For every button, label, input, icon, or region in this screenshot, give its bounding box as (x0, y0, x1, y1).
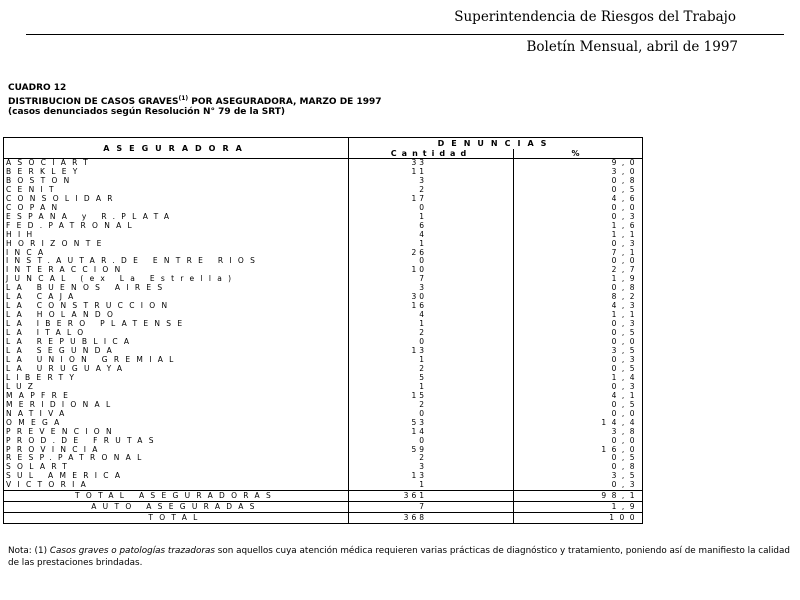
insurer-name: LA HOLANDO (4, 311, 349, 320)
header-denuncias: DENUNCIAS (349, 138, 643, 150)
insurer-name: RESP.PATRONAL (4, 454, 349, 463)
auto-aseguradas-row-label: AUTO ASEGURADAS (4, 502, 349, 513)
case-count: 3 (349, 177, 514, 186)
case-count: 4 (349, 311, 514, 320)
footnote-text: son aquellos cuya atención médica requieren varias prácticas de diagnóstico y tratamiento, poniendo así de manifiesto la calidad de las prestaciones brindadas. (8, 546, 790, 568)
case-count: 1 (349, 320, 514, 329)
case-count: 3 (349, 463, 514, 472)
insurer-name: LA IBERO PLATENSE (4, 320, 349, 329)
table-row (4, 472, 643, 481)
case-count: 15 (349, 392, 514, 401)
grand-total-row-label: TOTAL (4, 513, 349, 524)
case-percent: 2,7 (514, 266, 643, 275)
insurer-name: LA CONSTRUCCION (4, 302, 349, 311)
insurer-name: PROVINCIA (4, 446, 349, 455)
case-percent: 1,6 (514, 222, 643, 231)
footnote (8, 545, 794, 569)
insurer-name: SOLART (4, 463, 349, 472)
table-row (4, 392, 643, 401)
table-row (4, 222, 643, 231)
table-caption (8, 83, 382, 118)
case-percent: 0,0 (514, 410, 643, 419)
case-percent: 0,5 (514, 401, 643, 410)
table-row (4, 240, 643, 249)
case-percent: 4,1 (514, 392, 643, 401)
table-row (4, 365, 643, 374)
case-percent: 3,5 (514, 472, 643, 481)
insurer-name: LUZ (4, 383, 349, 392)
case-percent: 4,3 (514, 302, 643, 311)
header-aseguradora: ASEGURADORA (4, 138, 349, 159)
table-row (4, 437, 643, 446)
case-percent: 1,4 (514, 374, 643, 383)
case-percent: 0,5 (514, 329, 643, 338)
case-count: 30 (349, 293, 514, 302)
case-count: 1 (349, 383, 514, 392)
insurer-name: LA CAJA (4, 293, 349, 302)
insurer-name: SUL AMERICA (4, 472, 349, 481)
case-count: 2 (349, 329, 514, 338)
table-row (4, 213, 643, 222)
grand-total-row-percent: 100 (514, 513, 643, 524)
cuadro-subtitle: (casos denunciados según Resolución N° 79 de la SRT) (8, 107, 286, 117)
cuadro-title (8, 94, 382, 108)
table-row (4, 311, 643, 320)
case-percent: 0,5 (514, 365, 643, 374)
case-percent: 0,3 (514, 481, 643, 490)
table-row (4, 231, 643, 240)
case-percent: 0,0 (514, 437, 643, 446)
case-count: 10 (349, 266, 514, 275)
table-row (4, 284, 643, 293)
case-percent: 0,0 (514, 257, 643, 266)
table-row (4, 329, 643, 338)
insurer-name: MAPFRE (4, 392, 349, 401)
case-count: 0 (349, 257, 514, 266)
insurer-name: MERIDIONAL (4, 401, 349, 410)
case-percent: 16,0 (514, 446, 643, 455)
case-percent: 0,0 (514, 204, 643, 213)
table-row (4, 249, 643, 258)
insurer-name: ASOCIART (4, 159, 349, 168)
insurer-name: LA SEGUNDA (4, 347, 349, 356)
case-count: 11 (349, 168, 514, 177)
insurer-name: CENIT (4, 186, 349, 195)
table-row (4, 320, 643, 329)
case-percent: 8,2 (514, 293, 643, 302)
case-count: 4 (349, 231, 514, 240)
table-row (4, 446, 643, 455)
case-count: 0 (349, 204, 514, 213)
insurer-table (3, 137, 643, 524)
total-aseguradoras-row-percent: 98,1 (514, 491, 643, 502)
case-count: 2 (349, 454, 514, 463)
insurer-name: HIH (4, 231, 349, 240)
footnote-italic: Casos graves o patologías trazadoras (49, 546, 215, 556)
case-count: 17 (349, 195, 514, 204)
case-count: 1 (349, 356, 514, 365)
table-row (4, 463, 643, 472)
insurer-name: LA REPUBLICA (4, 338, 349, 347)
case-count: 26 (349, 249, 514, 258)
table-row (4, 383, 643, 392)
case-percent: 0,8 (514, 177, 643, 186)
total-aseguradoras-row (4, 491, 643, 502)
case-percent: 3,8 (514, 428, 643, 437)
table-row (4, 428, 643, 437)
auto-aseguradas-row-count: 7 (349, 502, 514, 513)
insurer-name: OMEGA (4, 419, 349, 428)
footnote-marker: (1) (178, 94, 189, 102)
case-count: 33 (349, 159, 514, 168)
table-row (4, 275, 643, 284)
insurer-name: INCA (4, 249, 349, 258)
insurer-name: PREVENCION (4, 428, 349, 437)
insurer-name: LA BUENOS AIRES (4, 284, 349, 293)
case-count: 14 (349, 428, 514, 437)
table-row (4, 204, 643, 213)
header-divider (26, 34, 784, 35)
table-row (4, 356, 643, 365)
case-percent: 1,1 (514, 311, 643, 320)
case-count: 13 (349, 472, 514, 481)
agency-title: Superintendencia de Riesgos del Trabajo (454, 9, 736, 25)
case-percent: 0,8 (514, 284, 643, 293)
case-percent: 3,5 (514, 347, 643, 356)
case-percent: 4,6 (514, 195, 643, 204)
grand-total-row-count: 368 (349, 513, 514, 524)
insurer-name: HORIZONTE (4, 240, 349, 249)
table-row (4, 419, 643, 428)
insurer-name: LA ITALO (4, 329, 349, 338)
insurer-name: FED.PATRONAL (4, 222, 349, 231)
header-cantidad: Cantidad (349, 149, 514, 159)
table-row (4, 293, 643, 302)
case-count: 1 (349, 481, 514, 490)
table-row (4, 338, 643, 347)
grand-total-row (4, 513, 643, 524)
case-percent: 9,0 (514, 159, 643, 168)
case-percent: 7,1 (514, 249, 643, 258)
table-row (4, 410, 643, 419)
case-percent: 0,3 (514, 240, 643, 249)
table-row (4, 195, 643, 204)
insurer-name: NATIVA (4, 410, 349, 419)
case-count: 2 (349, 186, 514, 195)
cuadro-number: CUADRO 12 (8, 83, 67, 93)
insurer-name: LA UNION GREMIAL (4, 356, 349, 365)
auto-aseguradas-row-percent: 1,9 (514, 502, 643, 513)
insurer-name: BOSTON (4, 177, 349, 186)
case-percent: 0,8 (514, 463, 643, 472)
case-count: 0 (349, 338, 514, 347)
total-aseguradoras-row-label: TOTAL ASEGURADORAS (4, 491, 349, 502)
footnote-prefix: Nota: (1) (8, 546, 50, 556)
table-row (4, 454, 643, 463)
table-row (4, 347, 643, 356)
case-percent: 0,5 (514, 454, 643, 463)
case-percent: 0,0 (514, 338, 643, 347)
case-count: 59 (349, 446, 514, 455)
table-row (4, 374, 643, 383)
table-row (4, 159, 643, 168)
case-percent: 0,3 (514, 320, 643, 329)
case-percent: 1,9 (514, 275, 643, 284)
header-pct: % (514, 149, 643, 159)
case-count: 1 (349, 240, 514, 249)
case-count: 0 (349, 437, 514, 446)
case-percent: 14,4 (514, 419, 643, 428)
auto-aseguradas-row (4, 502, 643, 513)
table-row (4, 186, 643, 195)
cuadro-title-rest: POR ASEGURADORA, MARZO DE 1997 (188, 96, 382, 107)
table-row (4, 481, 643, 490)
case-percent: 0,3 (514, 213, 643, 222)
case-count: 53 (349, 419, 514, 428)
table-row (4, 266, 643, 275)
case-count: 2 (349, 365, 514, 374)
insurer-name: CONSOLIDAR (4, 195, 349, 204)
table-row (4, 168, 643, 177)
bulletin-title: Boletín Mensual, abril de 1997 (526, 39, 738, 55)
insurer-name: JUNCAL (ex La Estrella) (4, 275, 349, 284)
insurer-name: BERKLEY (4, 168, 349, 177)
table-row (4, 257, 643, 266)
insurer-name: ESPAÑA y R.PLATA (4, 213, 349, 222)
table-row (4, 177, 643, 186)
insurer-name: PROD.DE FRUTAS (4, 437, 349, 446)
case-percent: 1,1 (514, 231, 643, 240)
table-row (4, 302, 643, 311)
case-count: 7 (349, 275, 514, 284)
table-row (4, 401, 643, 410)
insurer-name: LIBERTY (4, 374, 349, 383)
case-count: 5 (349, 374, 514, 383)
case-percent: 0,3 (514, 383, 643, 392)
cuadro-title-main: DISTRIBUCION DE CASOS GRAVES (8, 96, 179, 107)
case-count: 3 (349, 284, 514, 293)
case-count: 1 (349, 213, 514, 222)
case-percent: 0,5 (514, 186, 643, 195)
insurer-name: LA URUGUAYA (4, 365, 349, 374)
case-count: 2 (349, 401, 514, 410)
insurer-name: INST.AUTAR.DE ENTRE RIOS (4, 257, 349, 266)
case-percent: 0,3 (514, 356, 643, 365)
case-count: 0 (349, 410, 514, 419)
insurer-name: VICTORIA (4, 481, 349, 490)
insurer-name: COPAN (4, 204, 349, 213)
insurer-name: INTERACCION (4, 266, 349, 275)
case-count: 13 (349, 347, 514, 356)
case-count: 6 (349, 222, 514, 231)
total-aseguradoras-row-count: 361 (349, 491, 514, 502)
case-count: 16 (349, 302, 514, 311)
case-percent: 3,0 (514, 168, 643, 177)
